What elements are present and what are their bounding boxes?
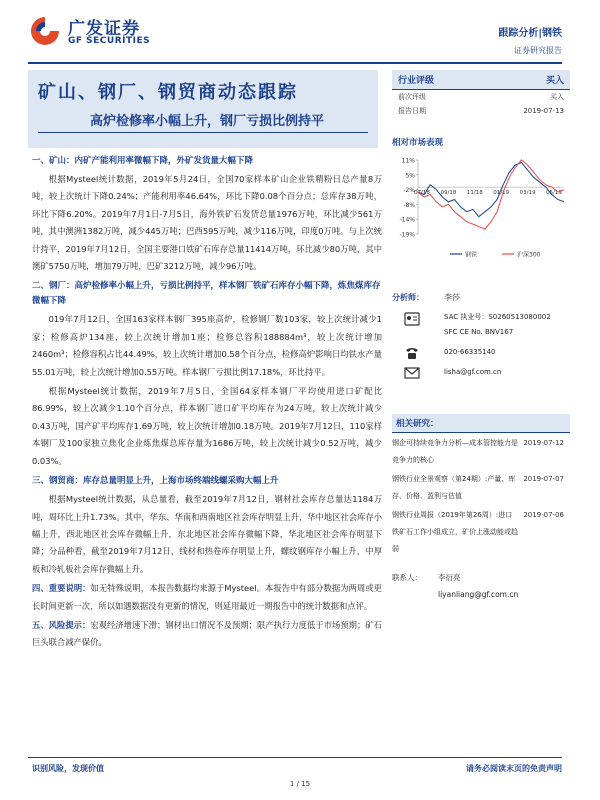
page-number: 1 / 15: [289, 780, 311, 788]
related-research-heading: 相关研究：: [392, 414, 570, 433]
contact-block: [392, 572, 570, 602]
chart-x-tick-label: 07/18: [414, 190, 430, 197]
report-body: [32, 150, 382, 652]
contact-name: 李衍亮: [438, 573, 461, 582]
rating-label: 行业评级: [398, 76, 435, 86]
analyst-name: 李莎: [444, 293, 460, 302]
gf-logo-icon: [28, 14, 62, 48]
chart-y-tick-label: -14%: [399, 216, 415, 224]
chart-y-tick-label: -2%: [403, 187, 415, 195]
related-research: [392, 414, 570, 558]
rating-header: [392, 70, 570, 90]
analyst-email[interactable]: lisha@gf.com.cn: [444, 368, 502, 376]
company-logo: [28, 12, 168, 54]
report-subtitle: 高炉检修率小幅上升，钢厂亏损比例持平: [90, 114, 325, 129]
section-paragraph: 根据Mysteel统计数据，2019年7月5日，全国64家样本钢厂平均使用进口矿配比86.99%，较上次减少1.10个百分点，样本钢厂进口矿平均库存为24万吨，较上次统计减少0.43万吨，国产矿平均库存1.69万吨，较上次统计增加0.18万吨。2019年7月12日，110家样本钢厂及100家独立焦化企业炼焦煤总库存量为1686万吨，较上次统计减少0.52万吨，减少0.03%。: [32, 386, 382, 466]
logo-text-en: GF SECURITIES: [68, 36, 151, 46]
report-type: 证券研究报告: [514, 46, 562, 55]
phone-icon: [404, 346, 420, 360]
important-note: [32, 580, 382, 615]
logo-text-cn: 广发证券: [68, 19, 140, 39]
analyst-phone[interactable]: 020-66335140: [444, 348, 496, 356]
section-heading-steel-mills: 二、钢厂：高炉检修率小幅上升，亏损比例持平，样本钢厂铁矿石库存小幅下降，炼焦煤库存微幅下降: [32, 281, 381, 307]
report-date-row: [392, 104, 570, 118]
chart-x-tick-label: 03/19: [519, 190, 536, 197]
section-paragraph: 根据Mysteel统计数据，2019年5月24日，全国70家样本矿山企业铁精粉日总产量8万吨，较上次统计下降0.24%；产能利用率46.64%，环比下降0.08个百分点；总库存38万吨，环比下降6.20%。2019年7月1日-7月5日，海外铁矿石发货总量1976万吨，环比减少561万吨，其中澳洲1382万吨，减少445万吨；巴西595万吨，减少116万吨，印度0万吨。与上次统计持平，2019年7月12日，全国主要港口铁矿石库存总量11414万吨，环比减少80万吨，其中澳矿5750万吨，增加79万吨，巴矿3212万吨，减少96万吨。: [32, 174, 382, 272]
risk-note-text: 宏观经济增速下滑；钢材出口情况不及预期；限产执行力度低于市场预期；矿石巨头联合减产保价。: [32, 619, 382, 648]
rating-value: 买入: [545, 76, 564, 86]
contact-email[interactable]: liyanliang@gf.com.cn: [438, 590, 519, 599]
analyst-block: [392, 288, 570, 408]
chart-svg: [392, 154, 570, 274]
chart-legend-label: 钢铁: [465, 251, 478, 259]
section-paragraph: 根据Mysteel统计数据，从总量看，截至2019年7月12日，钢材社会库存总量达1184万吨，周环比上升1.73%。其中，华东、华南和西南地区社会库存明显上升，华中地区社会库存小幅上升，西北地区社会库存微幅上升，东北地区社会库存微幅下降，华北地区社会库存明显下降；分品种看，截至2019年7月12日，线材和热卷库存明显上升，螺纹钢库存小幅上升，中厚板和冷轧板社会库存微幅上升。: [32, 494, 382, 574]
section-heading-mines: 一、矿山：内矿产能利用率微幅下降，外矿发货量大幅下降: [32, 156, 254, 166]
section-paragraph: 019年7月12日，全国163家样本钢厂395座高炉，检修钢厂数103家，较上次统计减少1家；检修高炉134座，较上次统计增加1座；检修总容积188884m³，较上次统计增加2460m³；检修容积占比44.49%，较上次统计增加0.58个百分点，检修高炉影响日均铁水产量55.01万吨，较上次统计增加0.55万吨。样本钢厂亏损比例17.18%，环比持平。: [32, 314, 382, 377]
footer-slogan: 识别风险，发现价值: [32, 764, 104, 773]
footer-divider: [28, 757, 562, 758]
important-note-text: 如无特殊说明，本报告数据均来源于Mysteel。本报告中有部分数据为两周或更长时间更新一次，所以如遇数据没有更新的情况，则延用最近一期报告中的统计数据和点评。: [32, 583, 382, 611]
chart-x-tick-label: 09/18: [440, 190, 457, 197]
related-research-item[interactable]: [392, 469, 570, 505]
related-research-date: 2019-07-06: [523, 511, 564, 519]
title-banner: [28, 70, 378, 148]
contact-label: 联系人：: [392, 573, 422, 582]
header-meta: [498, 24, 562, 56]
risk-note: [32, 617, 382, 652]
market-performance-heading: 相对市场表现: [392, 138, 444, 148]
report-date-label: 报告日期: [398, 107, 426, 115]
relative-performance-chart: [392, 154, 570, 274]
report-category: 跟踪分析|钢铁: [498, 28, 562, 39]
analyst-sac: SAC 执业号：S0260513080002: [444, 313, 551, 321]
header-divider: [28, 62, 562, 64]
chart-legend-label: 沪深300: [517, 251, 541, 259]
analyst-sfc: SFC CE No. BNV167: [444, 328, 514, 336]
id-card-icon: [404, 312, 420, 326]
analyst-label: 分析师：: [392, 293, 424, 302]
chart-y-tick-label: -8%: [403, 201, 415, 209]
chart-x-tick-label: 01/19: [493, 190, 510, 197]
related-research-item[interactable]: [392, 505, 570, 558]
related-research-date: 2019-07-07: [523, 475, 564, 483]
chart-y-tick-label: 11%: [401, 157, 415, 165]
related-research-title[interactable]: 钢企可持续竞争力分析—成本管控能力是竞争力的核心: [392, 439, 518, 464]
section-heading-traders: 三、钢贸商：库存总量明显上升，上海市场终端线螺采购大幅上升: [32, 476, 279, 487]
report-date-value: 2019-07-13: [523, 107, 564, 115]
related-research-item[interactable]: [392, 433, 570, 469]
sidebar: [392, 70, 570, 602]
footer-disclaimer: 请务必阅读末页的免责声明: [466, 764, 562, 773]
risk-note-heading: 五、风险提示：: [32, 619, 91, 630]
title-divider: [38, 132, 368, 133]
report-title: 矿山、钢厂、钢贸商动态跟踪: [38, 82, 298, 103]
chart-y-tick-label: -19%: [399, 231, 415, 239]
previous-rating-value: 买入: [550, 93, 564, 101]
chart-x-tick-label: 11/18: [466, 190, 483, 197]
chart-y-tick-label: 5%: [405, 172, 415, 180]
previous-rating-label: 前次评级: [398, 93, 426, 101]
related-research-title[interactable]: 钢铁行业全景观察（第24期）:产量、库存、价格、盈利与估值: [392, 475, 516, 500]
related-research-title[interactable]: 钢铁行业周报（2019年第26周）:进口铁矿石工作小组成立，矿价上涨动能或趋弱: [392, 511, 518, 553]
chart-x-tick-label: 05/19: [546, 190, 562, 197]
important-note-heading: 四、重要说明：: [32, 583, 91, 594]
related-research-date: 2019-07-12: [523, 439, 564, 447]
email-icon: [404, 366, 420, 380]
previous-rating-row: [392, 90, 570, 104]
